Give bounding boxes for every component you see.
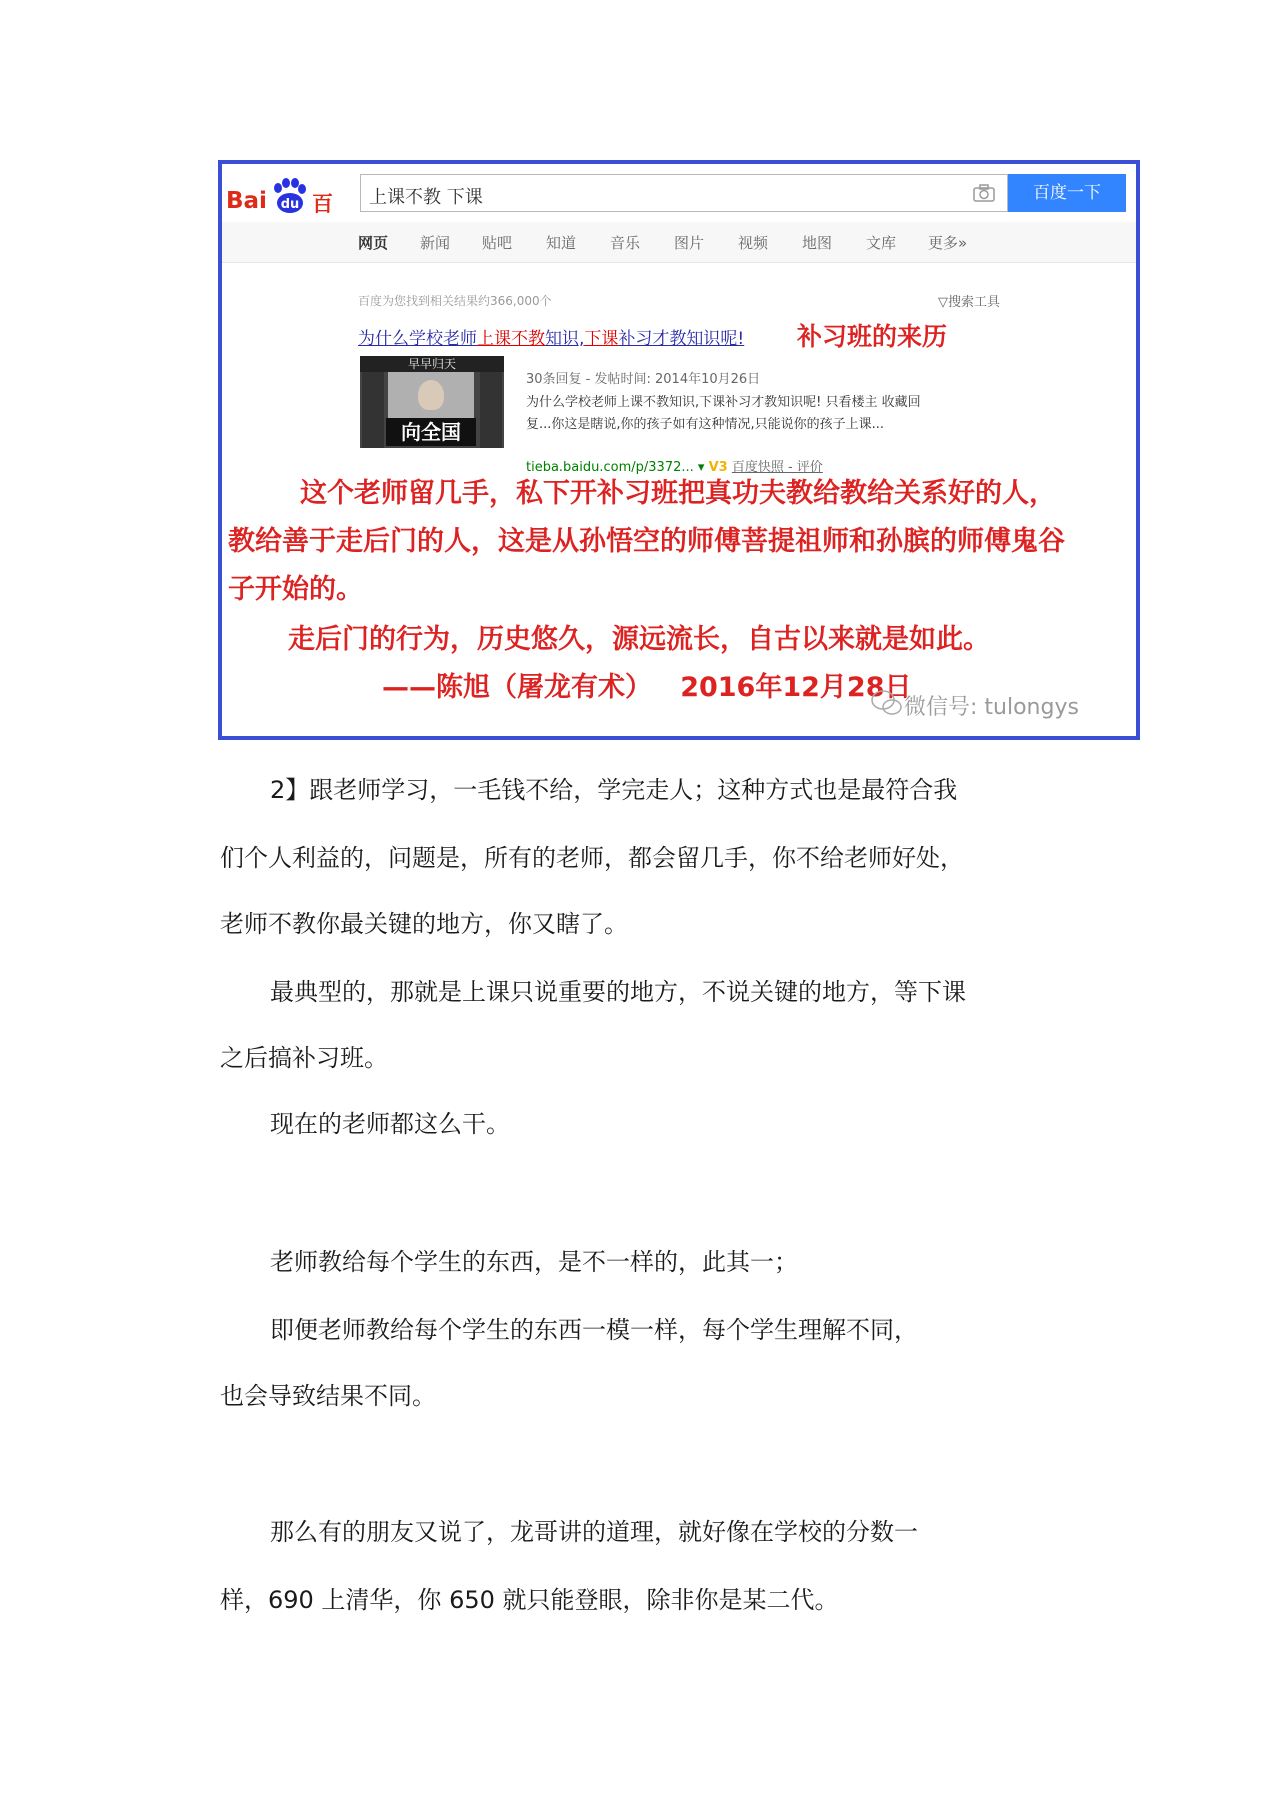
baidu-search-bar [222, 164, 1136, 224]
red-text-line-3: 子开始的。 [228, 574, 363, 605]
dropdown-arrow-icon[interactable]: ▾ [697, 460, 705, 475]
annotation-title: 补习班的来历 [797, 322, 948, 351]
tab-music[interactable]: 音乐 [610, 234, 641, 252]
result-url[interactable]: tieba.baidu.com/p/3372... [526, 460, 694, 475]
red-text-signature: ——陈旭（屠龙有术） 2016年12月28日 [382, 672, 912, 703]
result-title-highlight2: 下课 [584, 329, 619, 349]
camera-icon[interactable] [973, 184, 995, 202]
thumbnail-header: 早早归天 [360, 356, 504, 372]
paragraph-6-line-1: 那么有的朋友又说了，龙哥讲的道理，就好像在学校的分数一 [270, 1518, 918, 1546]
result-title-part3: 补习才教知识呢! [618, 329, 745, 349]
wechat-watermark: 微信号: tulongys [904, 695, 1079, 720]
search-query: 上课不教 下课 [369, 187, 483, 208]
search-input[interactable] [360, 174, 1008, 212]
logo-bai-text: Bai [226, 188, 267, 214]
search-tools-button[interactable] [938, 291, 1000, 310]
paragraph-2-line-2: 之后搞补习班。 [220, 1044, 388, 1072]
snippet-line-1: 为什么学校老师上课不教知识,下课补习才教知识呢! 只看楼主 收藏回 [526, 395, 921, 410]
red-text-line-4: 走后门的行为，历史悠久，源远流长，自古以来就是如此。 [288, 624, 990, 655]
tab-tieba[interactable]: 贴吧 [482, 234, 513, 252]
tab-news[interactable]: 新闻 [420, 234, 451, 252]
embedded-baidu-screenshot [218, 160, 1140, 740]
tab-images[interactable]: 图片 [674, 234, 705, 252]
baidu-logo [226, 174, 346, 214]
thumbnail-side-left [362, 372, 384, 448]
snapshot-link[interactable]: 百度快照 - 评价 [731, 460, 823, 475]
result-meta: 30条回复 - 发帖时间: 2014年10月26日 [526, 372, 761, 387]
search-tabs [222, 222, 1136, 263]
tab-web[interactable]: 网页 [358, 234, 389, 252]
paragraph-1-line-1: 2】跟老师学习，一毛钱不给，学完走人；这种方式也是最符合我 [270, 776, 958, 804]
thumbnail-side-right [480, 372, 502, 448]
logo-baidu-cn: 百 [312, 192, 333, 216]
result-count: 百度为您找到相关结果约366,000个 [358, 294, 552, 308]
search-button[interactable]: 百度一下 [1008, 174, 1126, 212]
tab-more[interactable]: 更多» [928, 234, 968, 252]
paragraph-1-line-2: 们个人利益的，问题是，所有的老师，都会留几手，你不给老师好处， [220, 844, 964, 872]
tab-map[interactable]: 地图 [802, 234, 833, 252]
tab-wenku[interactable]: 文库 [866, 234, 897, 252]
red-text-line-1: 这个老师留几手，私下开补习班把真功夫教给教给关系好的人， [300, 478, 1056, 509]
search-tools-label: 搜索工具 [948, 295, 1001, 310]
red-text-line-2: 教给善于走后门的人，这是从孙悟空的师傅菩提祖师和孙膑的师傅鬼谷 [228, 526, 1065, 557]
snippet-line-2: 复...你这是瞎说,你的孩子如有这种情况,只能说你的孩子上课... [526, 417, 885, 432]
filter-icon: ▽ [938, 295, 948, 310]
paragraph-5-line-1: 即便老师教给每个学生的东西一模一样，每个学生理解不同， [270, 1316, 918, 1344]
result-title-link[interactable] [358, 324, 744, 349]
verified-badge: V3 [708, 460, 728, 475]
result-thumbnail[interactable] [360, 356, 504, 448]
paragraph-4: 老师教给每个学生的东西，是不一样的，此其一； [270, 1248, 798, 1276]
paw-icon [270, 178, 308, 214]
paragraph-2-line-1: 最典型的，那就是上课只说重要的地方，不说关键的地方，等下课 [270, 978, 966, 1006]
paragraph-1-line-3: 老师不教你最关键的地方，你又瞎了。 [220, 910, 628, 938]
result-title-part1: 为什么学校老师 [358, 329, 477, 349]
result-title-part2: 知识, [545, 329, 585, 349]
result-snippet [526, 392, 1026, 436]
result-title-highlight: 上课不教 [477, 329, 545, 349]
wechat-icon [870, 688, 904, 718]
paragraph-6-line-2: 样，690 上清华，你 650 就只能登眼，除非你是某二代。 [220, 1586, 839, 1614]
tab-video[interactable]: 视频 [738, 234, 769, 252]
paragraph-5-line-2: 也会导致结果不同。 [220, 1382, 436, 1410]
logo-du-text: du [280, 197, 300, 212]
paragraph-3: 现在的老师都这么干。 [270, 1110, 510, 1138]
thumbnail-face [418, 380, 444, 410]
thumbnail-caption: 向全国 [386, 418, 476, 446]
tab-zhidao[interactable]: 知道 [546, 234, 577, 252]
